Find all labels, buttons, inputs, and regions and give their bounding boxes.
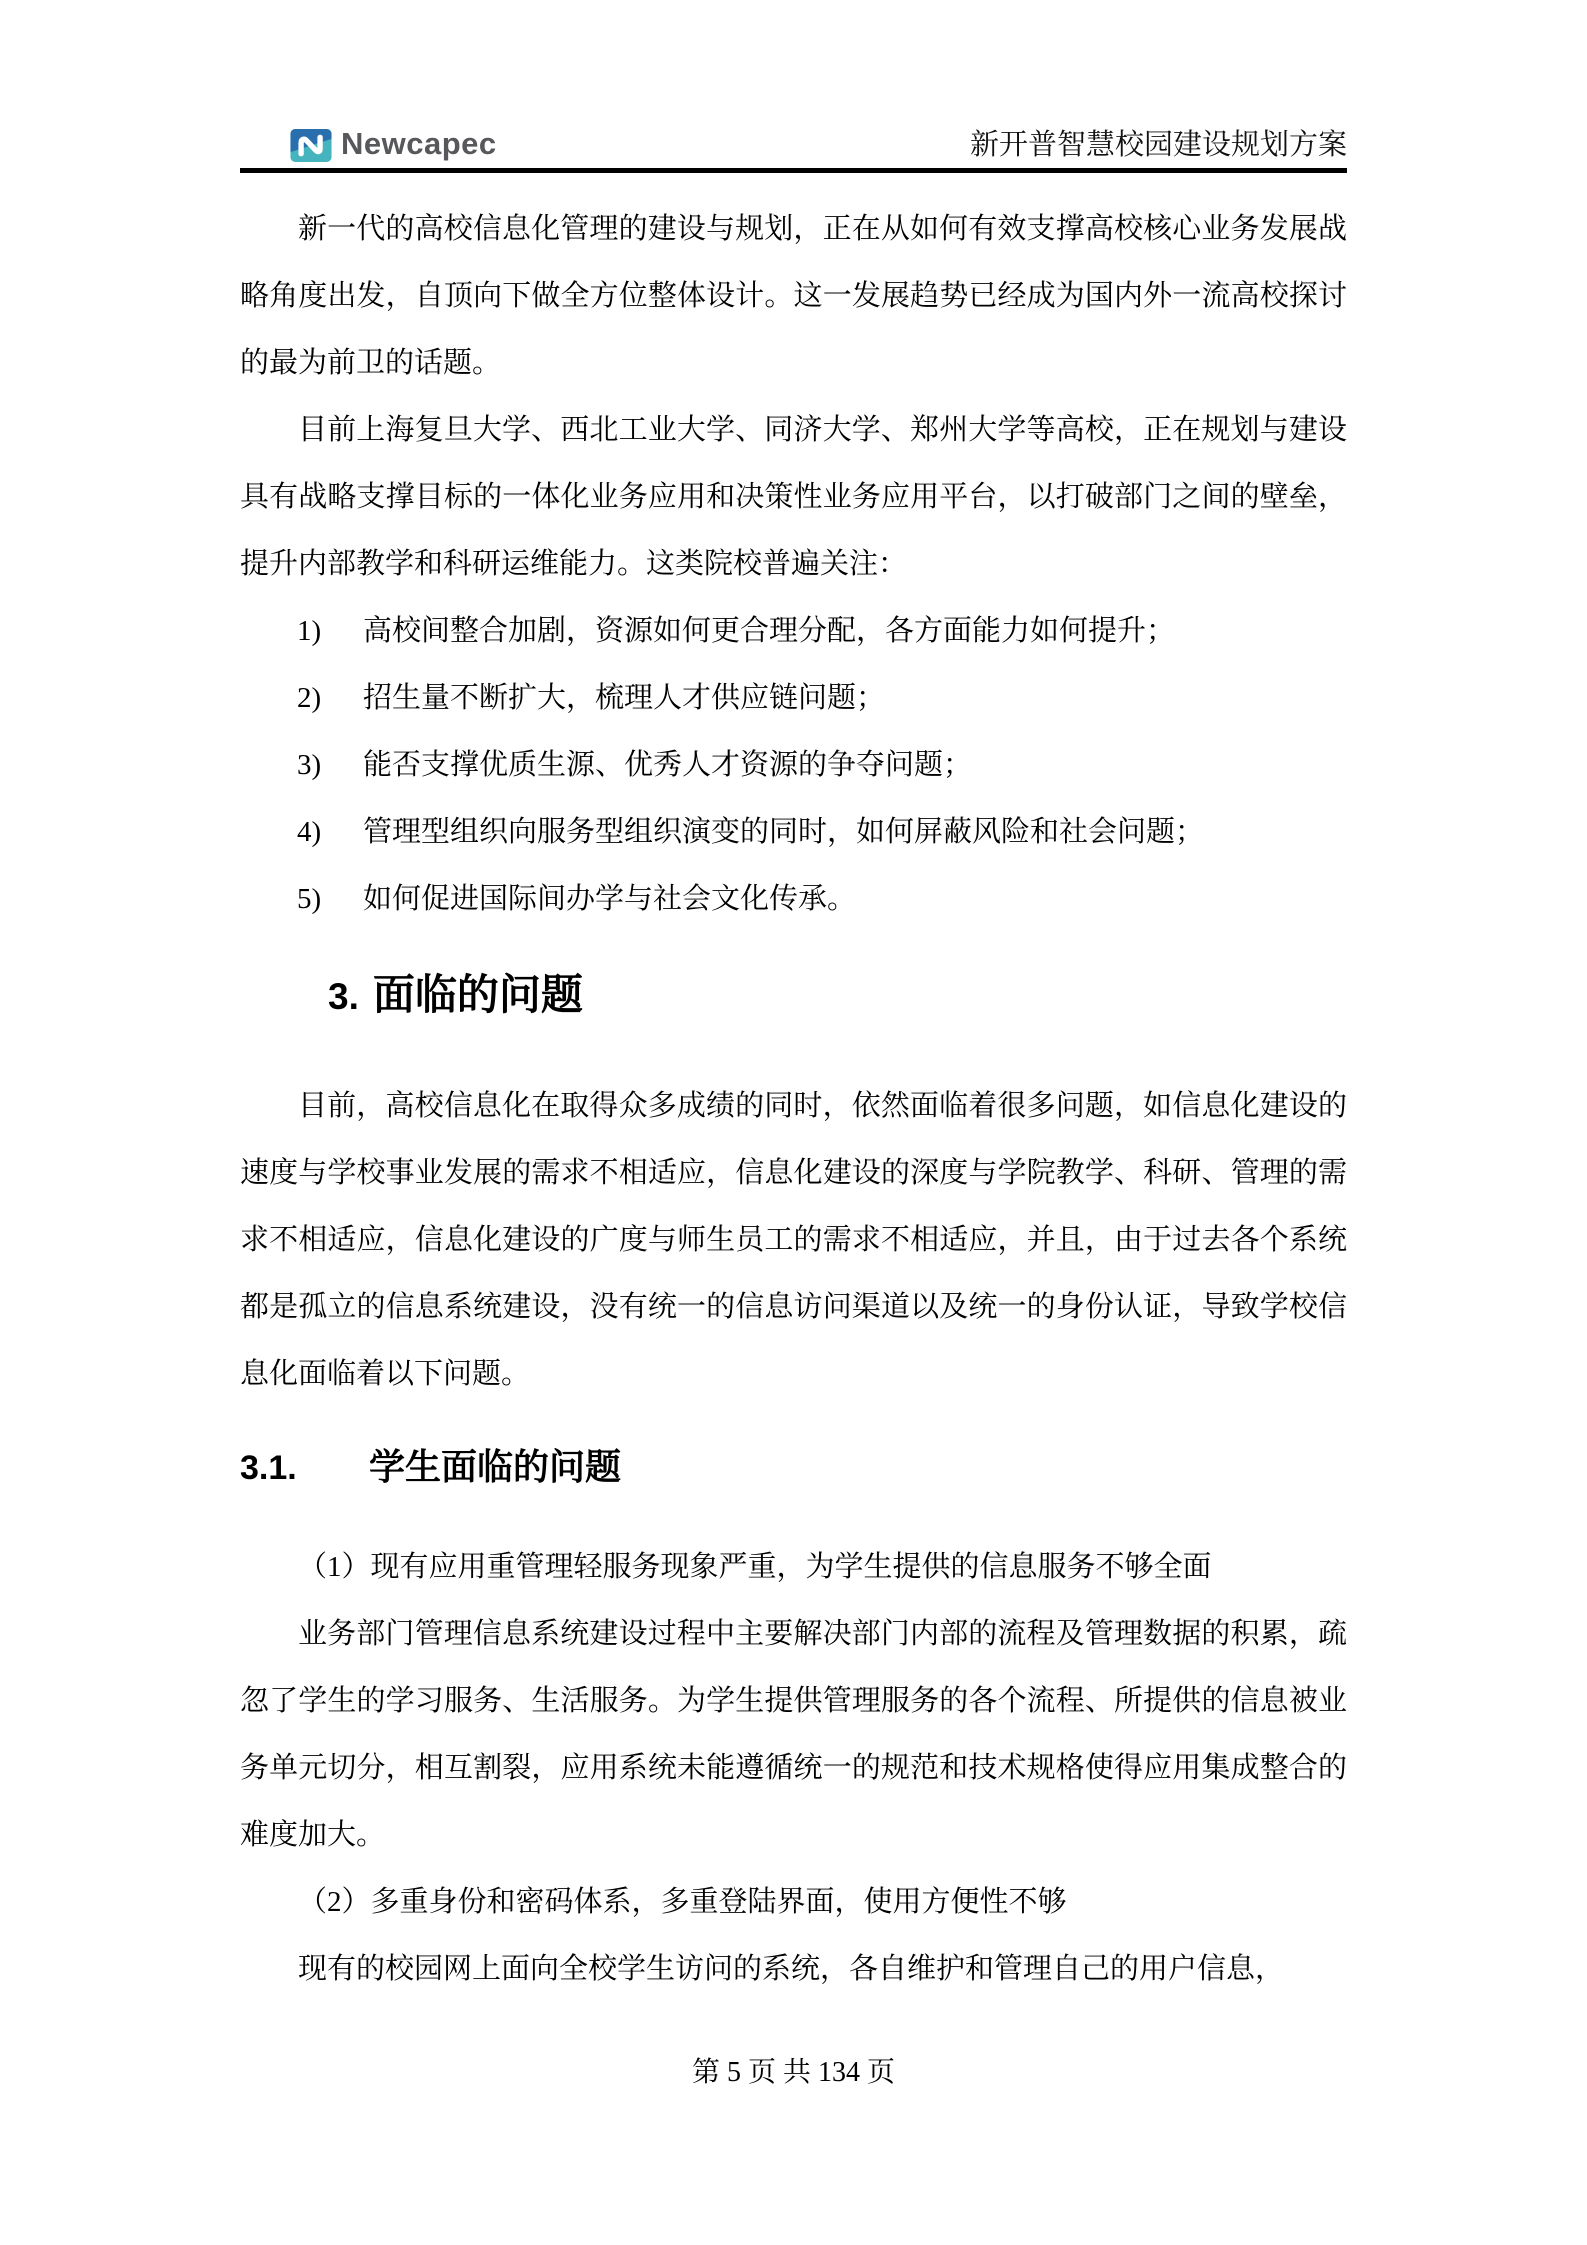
paragraph-problem-2-title: （2）多重身份和密码体系，多重登陆界面，使用方便性不够 xyxy=(298,1885,1067,1918)
list-item xyxy=(240,732,1347,799)
list-item-number: 1) xyxy=(297,615,322,647)
list-item-text: 管理型组织向服务型组织演变的同时，如何屏蔽风险和社会问题； xyxy=(363,816,1205,848)
section-heading-text: 面临的问题 xyxy=(372,973,583,1019)
list-item xyxy=(240,799,1347,866)
list-item-number: 4) xyxy=(297,816,322,848)
subsection-heading-number: 3.1. xyxy=(240,1449,297,1488)
newcapec-logo xyxy=(290,128,497,162)
section-heading-number: 3. xyxy=(328,976,359,1017)
header-rule xyxy=(240,168,1347,173)
list-item-number: 5) xyxy=(297,883,322,915)
paragraph-problems-overview: 目前，高校信息化在取得众多成绩的同时，依然面临着很多问题，如信息化建设的速度与学校事业发展的需求不相适应，信息化建设的深度与学院教学、科研、管理的需求不相适应，信息化建设的广度与师生员工的需求不相适应，并且，由于过去各个系统都是孤立的信息系统建设，没有统一的信息访问渠道以及统一的身份认证，导致学校信息化面临着以下问题。 xyxy=(240,1090,1347,1391)
list-item xyxy=(240,665,1347,732)
header-row xyxy=(240,106,1347,162)
paragraph-problem-1-title: （1）现有应用重管理轻服务现象严重，为学生提供的信息服务不够全面 xyxy=(298,1550,1212,1583)
logo-wordmark: Newcapec xyxy=(341,126,497,161)
document-body xyxy=(240,196,1347,2003)
list-item-text: 如何促进国际间办学与社会文化传承。 xyxy=(363,883,857,915)
list-item-text: 能否支撑优质生源、优秀人才资源的争夺问题； xyxy=(363,749,973,781)
paragraph-problem-1-body: 业务部门管理信息系统建设过程中主要解决部门内部的流程及管理数据的积累，疏忽了学生的学习服务、生活服务。为学生提供管理服务的各个流程、所提供的信息被业务单元切分，相互割裂，应用系统未能遵循统一的规范和技术规格使得应用集成整合的难度加大。 xyxy=(240,1617,1347,1851)
list-item-text: 高校间整合加剧，资源如何更合理分配，各方面能力如何提升； xyxy=(363,615,1176,647)
subsection-heading-text: 学生面临的问题 xyxy=(369,1447,622,1488)
newcapec-logo-icon xyxy=(290,129,332,162)
header-doc-title: 新开普智慧校园建设规划方案 xyxy=(969,129,1347,161)
page-footer xyxy=(0,2050,1587,2090)
paragraph-intro-1: 新一代的高校信息化管理的建设与规划，正在从如何有效支撑高校核心业务发展战略角度出发，自顶向下做全方位整体设计。这一发展趋势已经成为国内外一流高校探讨的最为前卫的话题。 xyxy=(240,213,1347,379)
list-item-text: 招生量不断扩大，梳理人才供应链问题； xyxy=(363,682,886,714)
paragraph-problem-2-body: 现有的校园网上面向全校学生访问的系统，各自维护和管理自己的用户信息， xyxy=(298,1952,1285,1985)
paragraph-intro-2: 目前上海复旦大学、西北工业大学、同济大学、郑州大学等高校，正在规划与建设具有战略支撑目标的一体化业务应用和决策性业务应用平台，以打破部门之间的壁垒，提升内部教学和科研运维能力。这类院校普遍关注： xyxy=(240,414,1347,580)
subsection-heading xyxy=(240,1446,1347,1489)
section-heading xyxy=(328,971,1347,1021)
list-item xyxy=(240,866,1347,933)
page-header xyxy=(240,106,1347,173)
page-number-text: 第 5 页 共 134 页 xyxy=(691,2057,895,2088)
list-item-number: 2) xyxy=(297,682,322,714)
list-item xyxy=(240,598,1347,665)
numbered-list xyxy=(240,598,1347,933)
list-item-number: 3) xyxy=(297,749,322,781)
